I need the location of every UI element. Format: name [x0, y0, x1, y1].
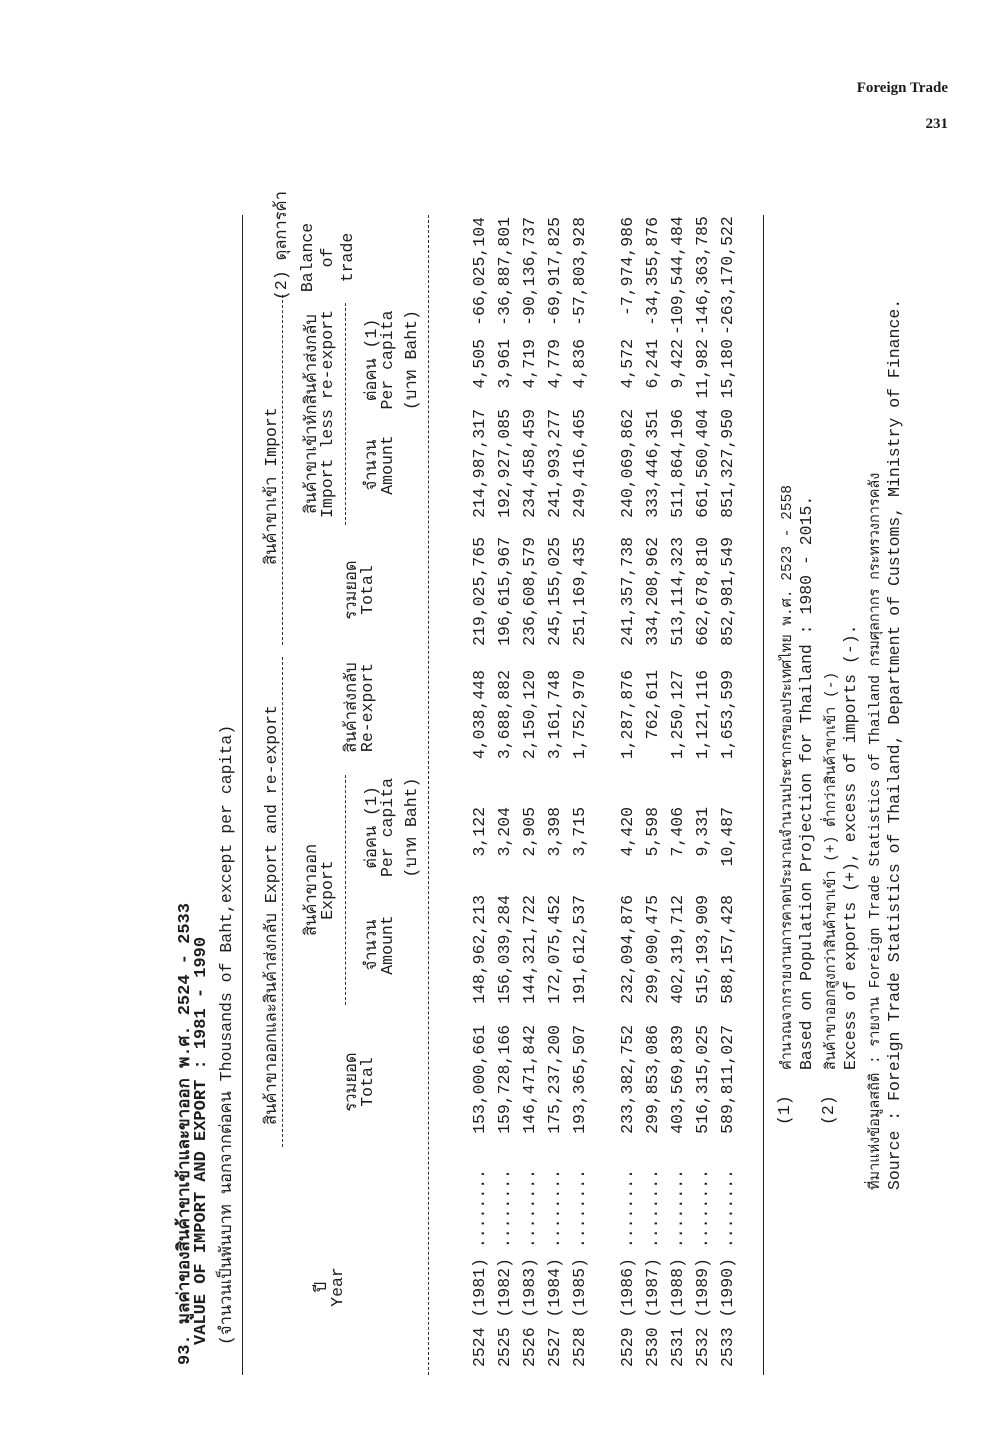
row-export-amount: 191,612,537 [570, 895, 589, 1004]
row-year: 2528 (1985) ........ [570, 1168, 589, 1367]
row-export-percapita: 3,715 [570, 807, 589, 857]
row-import-total: 196,615,967 [495, 537, 514, 646]
row-balance: -90,136,737 [520, 217, 539, 326]
row-export-amount: 144,321,722 [520, 895, 539, 1004]
row-year: 2525 (1982) ........ [495, 1168, 514, 1367]
row-reexport: 3,161,748 [545, 670, 564, 760]
row-year: 2524 (1981) ........ [470, 1168, 489, 1367]
row-export-total: 153,000,661 [470, 1025, 489, 1134]
header-export-percapita-th: ต่อคน (1) [362, 786, 381, 869]
row-import-percapita: 4,779 [545, 339, 564, 389]
row-import-percapita: 4,505 [470, 339, 489, 389]
row-export-total: 193,365,507 [570, 1025, 589, 1134]
row-export-total: 159,728,166 [495, 1025, 514, 1134]
row-balance: -69,917,825 [545, 217, 564, 326]
row-balance: -57,803,928 [570, 217, 589, 326]
header-export-percapita-en: Per capita [378, 777, 397, 878]
header-export-amount-en: Amount [378, 915, 397, 975]
row-export-amount: 172,075,452 [545, 895, 564, 1004]
row-import-total: 241,357,738 [618, 537, 637, 646]
row-import-amount: 192,927,085 [495, 409, 514, 518]
row-reexport: 762,611 [643, 670, 662, 740]
row-export-amount: 156,039,284 [495, 895, 514, 1004]
row-import-amount: 234,458,459 [520, 409, 539, 518]
row-export-amount: 232,094,876 [618, 895, 637, 1004]
section-title: Foreign Trade [856, 80, 948, 96]
header-export-total-th: รวมยอด [342, 1052, 361, 1112]
row-import-percapita: 4,719 [520, 339, 539, 389]
row-import-percapita: 4,572 [618, 339, 637, 389]
header-balance-en-1: Balance [298, 222, 317, 293]
row-year: 2530 (1987) ........ [643, 1168, 662, 1367]
header-export-amount-th: จำนวน [362, 919, 381, 971]
row-import-percapita: 15,180 [718, 339, 737, 399]
header-import-sub-en: Import less re-export [318, 310, 337, 518]
row-reexport: 4,038,448 [470, 670, 489, 760]
header-import-sub-th: สินค้าขาเข้าหักสินค้าส่งกลับ [302, 314, 321, 514]
row-export-amount: 148,962,213 [470, 895, 489, 1004]
page-number: 231 [925, 116, 948, 132]
row-import-percapita: 9,422 [668, 339, 687, 389]
row-export-total: 233,382,752 [618, 1025, 637, 1134]
row-import-percapita: 4,836 [570, 339, 589, 389]
header-import-total-en: Total [358, 565, 377, 615]
row-export-percapita: 3,122 [470, 807, 489, 857]
row-import-amount: 214,987,317 [470, 409, 489, 518]
row-export-total: 175,237,200 [545, 1025, 564, 1134]
row-export-total: 146,471,842 [520, 1025, 539, 1134]
header-balance-en-3: trade [338, 232, 357, 283]
header-reexport-en: Re-export [358, 662, 377, 753]
header-balance-th: (2) ดุลการค้า [272, 191, 291, 300]
row-year: 2532 (1989) ........ [693, 1168, 712, 1367]
header-import-amount-en: Amount [378, 435, 397, 495]
header-import-percapita-en: Per capita [378, 310, 397, 410]
source-english: Source : Foreign Trade Statistics of Thailand, Department of Customs, Ministry of Finance. [885, 298, 904, 1190]
row-export-percapita: 3,204 [495, 807, 514, 857]
row-reexport: 1,287,876 [618, 670, 637, 760]
row-balance: -34,355,876 [643, 217, 662, 326]
running-head [857, 70, 948, 142]
table-bottom-rule [763, 215, 764, 1375]
row-import-total: 245,155,025 [545, 537, 564, 646]
row-balance: -7,974,986 [618, 217, 637, 317]
row-year: 2527 (1984) ........ [545, 1168, 564, 1367]
row-import-total: 513,114,323 [668, 537, 687, 646]
footnote-1-marker: (1) [775, 1095, 794, 1125]
footnote-2-thai: สินค้าขาออกสูงกว่าสินค้าขาเข้า (+) ต่ำกว่าสินค้าขาเข้า (-) [824, 671, 840, 1070]
header-import-percapita-th: ต่อคน (1) [362, 318, 381, 402]
source-thai: ที่มาแห่งข้อมูลสถิติ : รายงาน Foreign Trade Statistics of Thailand กรมศุลกากร กระทรวงการคลัง [868, 472, 884, 1190]
row-export-total: 403,569,839 [668, 1025, 687, 1134]
row-reexport: 3,688,882 [495, 670, 514, 760]
row-export-percapita: 4,420 [618, 807, 637, 857]
row-year: 2526 (1983) ........ [520, 1168, 539, 1367]
row-import-amount: 511,864,196 [668, 409, 687, 518]
row-export-percapita: 3,398 [545, 807, 564, 857]
header-import-total-th: รวมยอด [342, 560, 361, 620]
export-sub-rule [345, 775, 346, 1005]
footnote-1-english: Based on Population Projection for Thailand : 1980 - 2015. [797, 495, 816, 1070]
row-balance: -66,025,104 [470, 217, 489, 326]
row-export-total: 516,315,025 [693, 1025, 712, 1134]
row-balance: -263,170,522 [718, 216, 737, 335]
row-import-amount: 851,327,950 [718, 409, 737, 518]
row-import-amount: 249,416,465 [570, 409, 589, 518]
row-import-amount: 240,069,862 [618, 409, 637, 518]
header-export-total-en: Total [358, 1057, 377, 1107]
footnote-1-thai: คำนวณจากรายงานการคาดประมาณจำนวนประชากรของประเทศไทย พ.ศ. 2523 - 2558 [780, 485, 796, 1070]
row-import-percapita: 6,241 [643, 339, 662, 389]
row-reexport: 1,250,127 [668, 670, 687, 760]
header-export-percapita-unit: (บาท Baht) [402, 777, 421, 878]
table-top-rule [242, 215, 243, 1375]
row-balance: -36,887,801 [495, 217, 514, 326]
row-import-amount: 241,993,277 [545, 409, 564, 518]
row-export-percapita: 5,598 [643, 807, 662, 857]
row-reexport: 1,653,599 [718, 670, 737, 760]
row-export-percapita: 7,406 [668, 807, 687, 857]
row-export-amount: 588,157,428 [718, 895, 737, 1004]
row-year: 2529 (1986) ........ [618, 1168, 637, 1367]
row-import-percapita: 3,961 [495, 339, 514, 389]
table-title-english: VALUE OF IMPORT AND EXPORT : 1981 - 1990 [192, 936, 211, 1345]
row-import-percapita: 11,982 [693, 339, 712, 399]
header-reexport-th: สินค้าส่งกลับ [342, 662, 361, 753]
header-import-group: สินค้าขาเข้า Import [262, 407, 281, 565]
row-import-total: 662,678,810 [693, 537, 712, 646]
row-year: 2533 (1990) ........ [718, 1168, 737, 1367]
footnote-2-marker: (2) [819, 1095, 838, 1125]
row-export-amount: 402,319,712 [668, 895, 687, 1004]
row-balance: -109,544,484 [668, 216, 687, 335]
row-reexport: 2,150,120 [520, 670, 539, 760]
header-export-sub-en: Export [318, 860, 337, 920]
row-import-total: 251,169,435 [570, 537, 589, 646]
row-import-total: 236,608,579 [520, 537, 539, 646]
header-year-th: ปี [312, 1281, 331, 1293]
header-balance-en-2: of [318, 247, 337, 268]
row-import-total: 334,208,962 [643, 537, 662, 646]
header-import-percapita-unit: (บาท Baht) [402, 310, 421, 410]
header-export-sub-th: สินค้าขาออก [302, 844, 321, 937]
row-balance: -146,363,785 [693, 216, 712, 335]
row-import-amount: 661,560,404 [693, 409, 712, 518]
row-export-percapita: 10,487 [718, 807, 737, 867]
row-export-percapita: 9,331 [693, 807, 712, 857]
table-title-thai: 93. มูลค่าของสินค้าขาเข้าและขาออก พ.ศ. 2524 - 2533 [176, 903, 195, 1365]
import-sub-rule [345, 303, 346, 525]
row-import-total: 219,025,765 [470, 537, 489, 646]
row-reexport: 1,121,116 [693, 670, 712, 760]
row-export-total: 299,853,086 [643, 1025, 662, 1134]
header-year-en: Year [328, 1267, 347, 1307]
header-export-group: สินค้าขาออกและสินค้าส่งกลับ Export and re-export [262, 705, 281, 1125]
header-bottom-rule [428, 215, 429, 1375]
row-export-amount: 299,090,475 [643, 895, 662, 1004]
row-import-amount: 333,446,351 [643, 409, 662, 518]
row-year: 2531 (1988) ........ [668, 1168, 687, 1367]
row-export-amount: 515,193,909 [693, 895, 712, 1004]
header-import-amount-th: จำนวน [362, 439, 381, 491]
table-unit-note: (จำนวนเป็นพันบาท นอกจากต่อคน Thousands of Baht,except per capita) [217, 724, 236, 1345]
rotated-table-page [170, 191, 904, 1375]
row-export-total: 589,811,027 [718, 1025, 737, 1134]
row-import-total: 852,981,549 [718, 537, 737, 646]
row-export-percapita: 2,905 [520, 807, 539, 857]
footnote-2-english: Excess of exports (+), excess of imports (-). [841, 624, 860, 1070]
row-reexport: 1,752,970 [570, 670, 589, 760]
